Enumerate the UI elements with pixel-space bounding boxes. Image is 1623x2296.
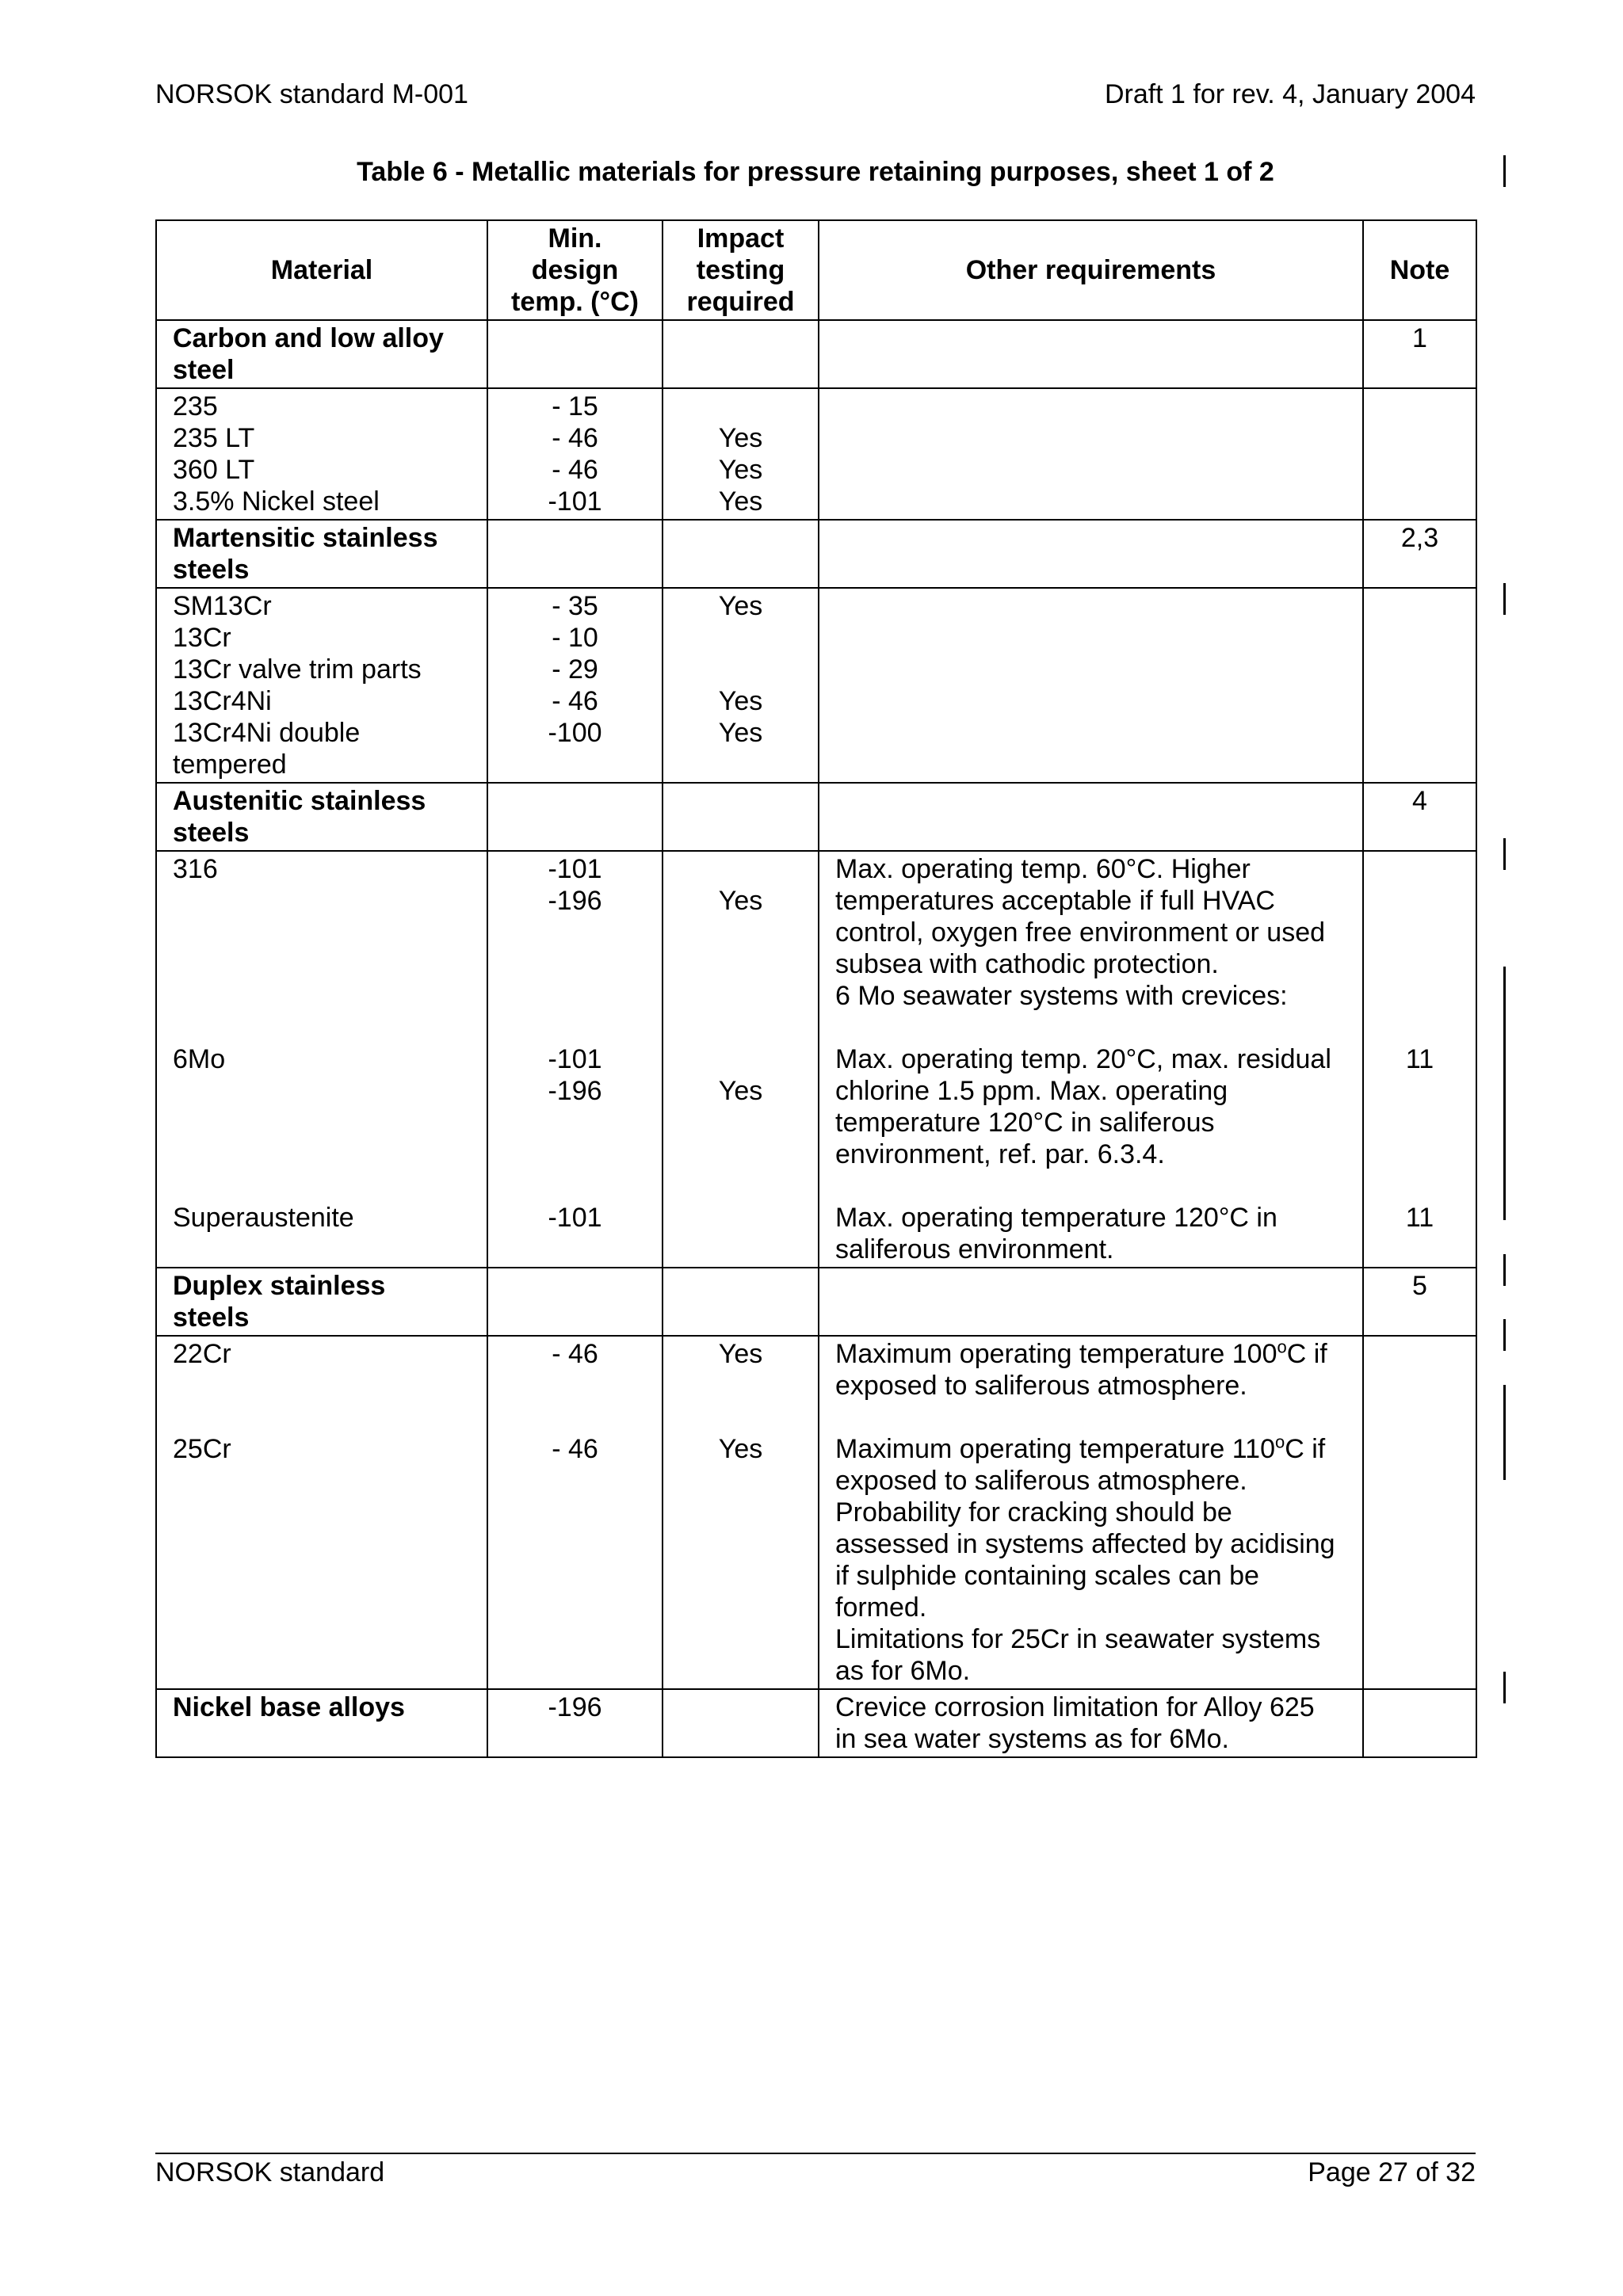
group-row-martensitic <box>156 520 1476 588</box>
impact-cell: Yes Yes <box>663 1336 819 1689</box>
group-name: Duplex stainless steels <box>156 1268 487 1336</box>
group-row-duplex <box>156 1268 1476 1336</box>
temp-cell: -101 -196 -101 -196 -101 <box>487 851 663 1268</box>
group-row-carbon <box>156 320 1476 388</box>
temp-cell: - 15 - 46 - 46 -101 <box>487 388 663 520</box>
header-left: NORSOK standard M-001 <box>155 79 468 109</box>
col-header-note: Note <box>1363 220 1476 320</box>
revision-bar <box>1503 1319 1506 1351</box>
note-cell: 5 <box>1363 1268 1476 1336</box>
table-row <box>156 1336 1476 1689</box>
group-name: Carbon and low alloy steel <box>156 320 487 388</box>
note-cell: 4 <box>1363 783 1476 851</box>
revision-bar <box>1503 1672 1506 1703</box>
col-header-material: Material <box>156 220 487 320</box>
note-cell: 1 <box>1363 320 1476 388</box>
group-name: Austenitic stainless steels <box>156 783 487 851</box>
impact-cell: Yes Yes Yes <box>663 588 819 783</box>
materials-table <box>155 219 1477 1758</box>
table-row <box>156 388 1476 520</box>
group-row-nickel <box>156 1689 1476 1757</box>
note-cell: 2,3 <box>1363 520 1476 588</box>
impact-cell: Yes Yes Yes <box>663 388 819 520</box>
revision-bar <box>1503 967 1506 1220</box>
header-row <box>156 220 1476 320</box>
footer-divider <box>155 2153 1476 2154</box>
col-header-temp: Min. design temp. (°C) <box>487 220 663 320</box>
footer-left: NORSOK standard <box>155 2157 385 2187</box>
revision-bar <box>1503 155 1506 187</box>
group-name: Martensitic stainless steels <box>156 520 487 588</box>
material-cell: 235 235 LT 360 LT 3.5% Nickel steel <box>156 388 487 520</box>
other-req-cell: Crevice corrosion limitation for Alloy 625 in sea water systems as for 6Mo. <box>819 1689 1363 1757</box>
temp-cell: -196 <box>487 1689 663 1757</box>
revision-bar <box>1503 583 1506 615</box>
material-cell: 316 6Mo Superaustenite <box>156 851 487 1268</box>
material-cell: SM13Cr 13Cr 13Cr valve trim parts 13Cr4Ni 13Cr4Ni double tempered <box>156 588 487 783</box>
table-row <box>156 588 1476 783</box>
revision-bar <box>1503 1385 1506 1480</box>
page-number: Page 27 of 32 <box>1308 2157 1476 2187</box>
temp-cell: - 35 - 10 - 29 - 46 -100 <box>487 588 663 783</box>
header-right: Draft 1 for rev. 4, January 2004 <box>1104 79 1476 109</box>
other-req-cell: Maximum operating temperature 100$^o$C if exposed to saliferous atmosphere. Maximum operating temperature 110$^o$C if exposed to saliferous atmosphere. Probability for cracking should be assessed in systems affected by acidising if sulphide containing scales can be formed. Limitations for 25Cr in seawater systems as for 6Mo. <box>819 1336 1363 1689</box>
group-row-austenitic <box>156 783 1476 851</box>
col-header-impact: Impact testing required <box>663 220 819 320</box>
revision-bar <box>1503 1254 1506 1286</box>
impact-cell: Yes Yes <box>663 851 819 1268</box>
group-name: Nickel base alloys <box>156 1689 487 1757</box>
table-row <box>156 851 1476 1268</box>
revision-bar <box>1503 838 1506 870</box>
material-cell: 22Cr 25Cr <box>156 1336 487 1689</box>
note-cell: 11 11 <box>1363 851 1476 1268</box>
other-req-cell: Max. operating temp. 60°C. Higher temperatures acceptable if full HVAC control, oxygen free environment or used subsea with cathodic protection. 6 Mo seawater systems with crevices: Max. operating temp. 20°C, max. residual chlorine 1.5 ppm. Max. operating temperature 120°C in saliferous environment, ref. par. 6.3.4. Max. operating temperature 120°C in saliferous environment. <box>819 851 1363 1268</box>
temp-cell: - 46 - 46 <box>487 1336 663 1689</box>
col-header-other: Other requirements <box>819 220 1363 320</box>
table-title: Table 6 - Metallic materials for pressure retaining purposes, sheet 1 of 2 <box>357 157 1274 187</box>
